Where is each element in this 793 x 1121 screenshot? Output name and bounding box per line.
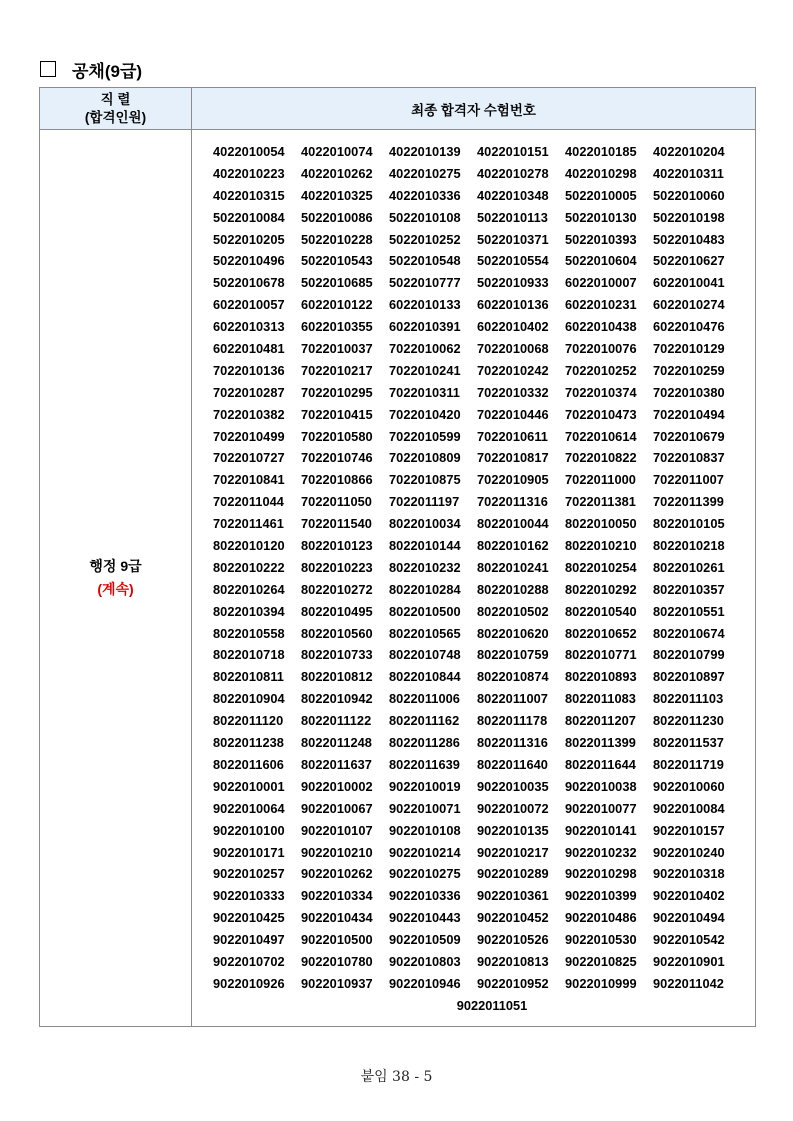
exam-number: 9022010526 bbox=[477, 932, 549, 948]
exam-number: 7022010746 bbox=[301, 450, 373, 466]
exam-number: 8022011083 bbox=[565, 691, 636, 707]
exam-number: 4022010348 bbox=[477, 187, 549, 203]
exam-number: 8022011399 bbox=[565, 735, 636, 751]
exam-number: 5022010548 bbox=[389, 253, 461, 269]
job-header-label: 직 렬 bbox=[100, 91, 131, 107]
exam-number: 8022010218 bbox=[653, 538, 725, 554]
exam-number: 8022010799 bbox=[653, 647, 725, 663]
exam-number: 7022010817 bbox=[477, 450, 549, 466]
exam-number: 9022010157 bbox=[653, 822, 725, 838]
exam-number: 8022011606 bbox=[213, 756, 284, 772]
exam-number: 5022010228 bbox=[301, 231, 373, 247]
exam-number: 8022010120 bbox=[213, 538, 285, 554]
exam-number: 8022010718 bbox=[213, 647, 285, 663]
exam-number: 9022010999 bbox=[565, 975, 637, 991]
exam-number: 8022010500 bbox=[389, 603, 461, 619]
exam-number: 9022010813 bbox=[477, 953, 549, 969]
exam-number: 7022011381 bbox=[565, 494, 636, 510]
exam-number: 7022010420 bbox=[389, 406, 461, 422]
exam-number: 7022010295 bbox=[301, 384, 373, 400]
exam-number: 5022010678 bbox=[213, 275, 285, 291]
exam-number: 9022010530 bbox=[565, 932, 637, 948]
exam-number: 4022010223 bbox=[213, 165, 285, 181]
exam-number: 7022010311 bbox=[389, 384, 460, 400]
exam-number: 9022010425 bbox=[213, 910, 285, 926]
result-table bbox=[39, 87, 756, 1027]
exam-number: 4022010275 bbox=[389, 165, 461, 181]
exam-number: 8022010942 bbox=[301, 691, 373, 707]
exam-number: 5022010108 bbox=[389, 209, 461, 225]
exam-number: 9022010100 bbox=[213, 822, 285, 838]
exam-number: 4022010311 bbox=[653, 165, 724, 181]
checkbox-icon bbox=[40, 61, 56, 77]
exam-number: 8022010560 bbox=[301, 625, 373, 641]
exam-number: 9022010071 bbox=[389, 800, 461, 816]
exam-number: 9022010240 bbox=[653, 844, 725, 860]
exam-number: 9022010135 bbox=[477, 822, 549, 838]
exam-number: 5022010113 bbox=[477, 209, 548, 225]
exam-number: 9022010399 bbox=[565, 888, 637, 904]
exam-number: 8022011007 bbox=[477, 691, 548, 707]
exam-number: 8022010284 bbox=[389, 581, 461, 597]
exam-number: 9022010217 bbox=[477, 844, 549, 860]
exam-number: 8022010044 bbox=[477, 516, 549, 532]
exam-number: 8022010748 bbox=[389, 647, 461, 663]
exam-number: 9022010262 bbox=[301, 866, 373, 882]
exam-number: 4022010139 bbox=[389, 144, 461, 159]
exam-number: 8022011122 bbox=[301, 713, 372, 729]
exam-number: 9022010060 bbox=[653, 778, 725, 794]
exam-number: 6022010313 bbox=[213, 319, 285, 335]
exam-number: 9022010064 bbox=[213, 800, 285, 816]
exam-number: 7022010446 bbox=[477, 406, 549, 422]
numbers-cell bbox=[192, 130, 756, 1027]
exam-number: 9022010434 bbox=[301, 910, 373, 926]
exam-number: 7022010822 bbox=[565, 450, 637, 466]
exam-number: 8022010620 bbox=[477, 625, 549, 641]
exam-number: 9022010019 bbox=[389, 778, 461, 794]
exam-number: 9022010107 bbox=[301, 822, 373, 838]
exam-number: 5022010685 bbox=[301, 275, 373, 291]
exam-number: 9022010443 bbox=[389, 910, 461, 926]
exam-number: 7022010217 bbox=[301, 362, 373, 378]
exam-number: 9022010825 bbox=[565, 953, 637, 969]
exam-number: 7022010473 bbox=[565, 406, 637, 422]
exam-number: 7022010252 bbox=[565, 362, 637, 378]
exam-number: 7022010076 bbox=[565, 341, 637, 357]
exam-number: 9022010901 bbox=[653, 953, 725, 969]
exam-number: 5022010198 bbox=[653, 209, 725, 225]
continued-label: (계속) bbox=[97, 580, 134, 597]
exam-number: 4022010151 bbox=[477, 144, 549, 159]
exam-number: 7022010611 bbox=[477, 428, 548, 444]
exam-number: 5022010205 bbox=[213, 231, 285, 247]
exam-number: 6022010355 bbox=[301, 319, 373, 335]
exam-number: 8022011537 bbox=[653, 735, 724, 751]
exam-number: 8022010904 bbox=[213, 691, 285, 707]
exam-number: 9022010318 bbox=[653, 866, 725, 882]
exam-number: 8022011006 bbox=[389, 691, 460, 707]
exam-number: 8022011120 bbox=[213, 713, 284, 729]
exam-number-last: 9022011051 bbox=[456, 997, 528, 1013]
exam-number: 8022010272 bbox=[301, 581, 373, 597]
exam-number: 8022010292 bbox=[565, 581, 637, 597]
page-footer: 붙임 38 - 5 bbox=[360, 1069, 433, 1085]
exam-number: 9022010275 bbox=[389, 866, 461, 882]
exam-number: 7022011540 bbox=[301, 516, 372, 532]
exam-number: 8022011316 bbox=[477, 735, 548, 751]
job-header bbox=[40, 88, 192, 130]
exam-number: 9022010077 bbox=[565, 800, 637, 816]
exam-number: 9022010702 bbox=[213, 953, 285, 969]
exam-number: 9022010084 bbox=[653, 800, 725, 816]
exam-number: 7022011197 bbox=[389, 494, 460, 510]
exam-number: 8022010652 bbox=[565, 625, 637, 641]
exam-number: 7022010866 bbox=[301, 472, 373, 488]
exam-number: 7022011050 bbox=[301, 494, 372, 510]
exam-number: 8022011248 bbox=[301, 735, 372, 751]
exam-number: 4022010262 bbox=[301, 165, 373, 181]
exam-number: 9022010232 bbox=[565, 844, 637, 860]
exam-number: 8022010210 bbox=[565, 538, 637, 554]
exam-number: 8022010162 bbox=[477, 538, 549, 554]
exam-number: 7022010837 bbox=[653, 450, 725, 466]
exam-number: 8022010357 bbox=[653, 581, 725, 597]
exam-number: 8022010223 bbox=[301, 559, 373, 575]
exam-number: 7022010727 bbox=[213, 450, 285, 466]
exam-number: 8022011230 bbox=[653, 713, 724, 729]
section-heading bbox=[40, 56, 142, 82]
exam-number: 9022010333 bbox=[213, 888, 285, 904]
exam-number: 6022010438 bbox=[565, 319, 637, 335]
exam-number: 6022010476 bbox=[653, 319, 725, 335]
exam-number: 4022010278 bbox=[477, 165, 549, 181]
exam-number: 5022010393 bbox=[565, 231, 637, 247]
exam-number: 4022010054 bbox=[213, 144, 285, 159]
exam-number: 8022010733 bbox=[301, 647, 373, 663]
exam-number: 5022010130 bbox=[565, 209, 637, 225]
exam-number: 5022010060 bbox=[653, 187, 725, 203]
exam-number: 9022010509 bbox=[389, 932, 461, 948]
exam-number: 8022011178 bbox=[477, 713, 548, 729]
exam-number-grid bbox=[213, 141, 741, 995]
exam-number: 8022010844 bbox=[389, 669, 461, 685]
table-header-row bbox=[40, 88, 756, 130]
exam-number: 8022010551 bbox=[653, 603, 725, 619]
exam-number: 9022010361 bbox=[477, 888, 549, 904]
exam-number: 7022011399 bbox=[653, 494, 724, 510]
exam-number: 7022010679 bbox=[653, 428, 725, 444]
exam-number: 7022010242 bbox=[477, 362, 549, 378]
exam-number: 7022010415 bbox=[301, 406, 373, 422]
exam-number: 6022010057 bbox=[213, 297, 285, 313]
exam-number: 8022010034 bbox=[389, 516, 461, 532]
exam-number: 9022010937 bbox=[301, 975, 373, 991]
exam-number: 8022011637 bbox=[301, 756, 372, 772]
exam-number: 5022010543 bbox=[301, 253, 373, 269]
exam-number: 8022010394 bbox=[213, 603, 285, 619]
exam-number: 8022010674 bbox=[653, 625, 725, 641]
exam-number: 9022010486 bbox=[565, 910, 637, 926]
exam-number: 7022010875 bbox=[389, 472, 461, 488]
exam-number: 9022010402 bbox=[653, 888, 725, 904]
exam-number: 7022011316 bbox=[477, 494, 548, 510]
table-row bbox=[40, 130, 756, 1027]
exam-number: 4022010074 bbox=[301, 144, 373, 159]
exam-number: 8022010893 bbox=[565, 669, 637, 685]
exam-number: 7022010494 bbox=[653, 406, 725, 422]
exam-number: 9022010452 bbox=[477, 910, 549, 926]
exam-number: 7022010614 bbox=[565, 428, 637, 444]
exam-number: 9022010257 bbox=[213, 866, 285, 882]
exam-number: 4022010204 bbox=[653, 144, 725, 159]
exam-number: 5022010252 bbox=[389, 231, 461, 247]
exam-number: 5022010496 bbox=[213, 253, 285, 269]
exam-number: 9022010803 bbox=[389, 953, 461, 969]
exam-number: 8022010241 bbox=[477, 559, 549, 575]
exam-number: 7022010241 bbox=[389, 362, 461, 378]
exam-number: 9022010952 bbox=[477, 975, 549, 991]
exam-number: 7022010287 bbox=[213, 384, 285, 400]
exam-number: 9022010298 bbox=[565, 866, 637, 882]
exam-number: 9022010780 bbox=[301, 953, 373, 969]
exam-number: 9022010334 bbox=[301, 888, 373, 904]
exam-number: 7022010380 bbox=[653, 384, 725, 400]
exam-number: 8022010540 bbox=[565, 603, 637, 619]
exam-number: 9022010108 bbox=[389, 822, 461, 838]
exam-number: 8022010261 bbox=[653, 559, 725, 575]
exam-number: 8022010771 bbox=[565, 647, 637, 663]
exam-number: 7022010809 bbox=[389, 450, 461, 466]
exam-number: 7022010068 bbox=[477, 341, 549, 357]
numbers-header: 최종 합격자 수험번호 bbox=[192, 88, 756, 130]
exam-number: 9022010035 bbox=[477, 778, 549, 794]
exam-number: 8022011162 bbox=[389, 713, 460, 729]
exam-number: 6022010402 bbox=[477, 319, 549, 335]
exam-number: 8022010222 bbox=[213, 559, 285, 575]
exam-number: 9022010171 bbox=[213, 844, 285, 860]
exam-number: 7022011007 bbox=[653, 472, 724, 488]
exam-number: 7022010905 bbox=[477, 472, 549, 488]
exam-number: 7022010382 bbox=[213, 406, 285, 422]
exam-number: 9022010210 bbox=[301, 844, 373, 860]
exam-number: 9022010926 bbox=[213, 975, 285, 991]
exam-number: 7022010259 bbox=[653, 362, 725, 378]
exam-number: 4022010298 bbox=[565, 165, 637, 181]
exam-number: 9022010001 bbox=[213, 778, 285, 794]
exam-number: 7022010841 bbox=[213, 472, 285, 488]
exam-number: 4022010315 bbox=[213, 187, 285, 203]
exam-number: 7022010037 bbox=[301, 341, 373, 357]
exam-number: 8022010105 bbox=[653, 516, 725, 532]
exam-number: 8022010502 bbox=[477, 603, 549, 619]
exam-number: 9022010067 bbox=[301, 800, 373, 816]
exam-number: 6022010133 bbox=[389, 297, 461, 313]
exam-number: 7022010129 bbox=[653, 341, 725, 357]
exam-number: 5022010084 bbox=[213, 209, 285, 225]
exam-number: 5022010933 bbox=[477, 275, 549, 291]
exam-number: 5022010371 bbox=[477, 231, 549, 247]
exam-number: 9022010141 bbox=[565, 822, 637, 838]
exam-number: 6022010122 bbox=[301, 297, 373, 313]
exam-number: 8022010264 bbox=[213, 581, 285, 597]
exam-number: 9022011042 bbox=[653, 975, 724, 991]
exam-number: 7022010374 bbox=[565, 384, 637, 400]
category-label: 행정 9급 bbox=[89, 557, 142, 574]
exam-number: 8022010565 bbox=[389, 625, 461, 641]
exam-number: 9022010289 bbox=[477, 866, 549, 882]
exam-number: 5022010777 bbox=[389, 275, 461, 291]
exam-number: 8022011207 bbox=[565, 713, 636, 729]
exam-number: 6022010136 bbox=[477, 297, 549, 313]
exam-number: 8022011639 bbox=[389, 756, 460, 772]
exam-number: 8022010123 bbox=[301, 538, 373, 554]
exam-number: 7022010580 bbox=[301, 428, 373, 444]
exam-number: 7022010499 bbox=[213, 428, 285, 444]
exam-number: 8022010874 bbox=[477, 669, 549, 685]
exam-number: 8022011238 bbox=[213, 735, 284, 751]
exam-number: 8022010050 bbox=[565, 516, 637, 532]
exam-number: 8022010812 bbox=[301, 669, 373, 685]
exam-number: 9022010002 bbox=[301, 778, 373, 794]
exam-number: 4022010336 bbox=[389, 187, 461, 203]
exam-number: 8022010759 bbox=[477, 647, 549, 663]
exam-number: 4022010185 bbox=[565, 144, 637, 159]
exam-number: 8022010288 bbox=[477, 581, 549, 597]
exam-number: 5022010005 bbox=[565, 187, 637, 203]
exam-number: 6022010231 bbox=[565, 297, 637, 313]
exam-number: 6022010481 bbox=[213, 341, 285, 357]
exam-number: 5022010627 bbox=[653, 253, 725, 269]
category-cell bbox=[40, 130, 192, 1027]
exam-number: 8022011286 bbox=[389, 735, 460, 751]
exam-number: 9022010336 bbox=[389, 888, 461, 904]
exam-number: 5022010483 bbox=[653, 231, 725, 247]
exam-number: 5022010554 bbox=[477, 253, 549, 269]
section-title: 공채(9급) bbox=[72, 61, 143, 81]
exam-number: 9022010214 bbox=[389, 844, 461, 860]
exam-number: 8022010232 bbox=[389, 559, 461, 575]
exam-number: 7022011044 bbox=[213, 494, 284, 510]
exam-number: 6022010391 bbox=[389, 319, 461, 335]
exam-number: 4022010325 bbox=[301, 187, 373, 203]
exam-number: 9022010494 bbox=[653, 910, 725, 926]
exam-number: 8022011103 bbox=[653, 691, 724, 707]
exam-number: 6022010007 bbox=[565, 275, 637, 291]
exam-number: 6022010041 bbox=[653, 275, 725, 291]
exam-number: 9022010946 bbox=[389, 975, 461, 991]
exam-number: 9022010072 bbox=[477, 800, 549, 816]
exam-number: 5022010604 bbox=[565, 253, 637, 269]
exam-number: 7022010332 bbox=[477, 384, 549, 400]
exam-number: 8022010811 bbox=[213, 669, 284, 685]
exam-number: 8022010558 bbox=[213, 625, 285, 641]
exam-number: 8022010897 bbox=[653, 669, 725, 685]
exam-number: 7022010062 bbox=[389, 341, 461, 357]
exam-number: 9022010038 bbox=[565, 778, 637, 794]
exam-number: 8022011644 bbox=[565, 756, 636, 772]
exam-number: 8022010254 bbox=[565, 559, 637, 575]
exam-number: 9022010542 bbox=[653, 932, 725, 948]
exam-number: 9022010500 bbox=[301, 932, 373, 948]
exam-number: 5022010086 bbox=[301, 209, 373, 225]
exam-number: 7022010136 bbox=[213, 362, 285, 378]
exam-number: 6022010274 bbox=[653, 297, 725, 313]
exam-number: 8022010144 bbox=[389, 538, 461, 554]
exam-number: 8022011640 bbox=[477, 756, 548, 772]
exam-number: 8022010495 bbox=[301, 603, 373, 619]
exam-number: 7022010599 bbox=[389, 428, 461, 444]
exam-number: 7022011461 bbox=[213, 516, 284, 532]
exam-number: 7022011000 bbox=[565, 472, 636, 488]
exam-number: 9022010497 bbox=[213, 932, 285, 948]
exam-number: 8022011719 bbox=[653, 756, 724, 772]
count-header-label: (합격인원) bbox=[84, 109, 147, 125]
